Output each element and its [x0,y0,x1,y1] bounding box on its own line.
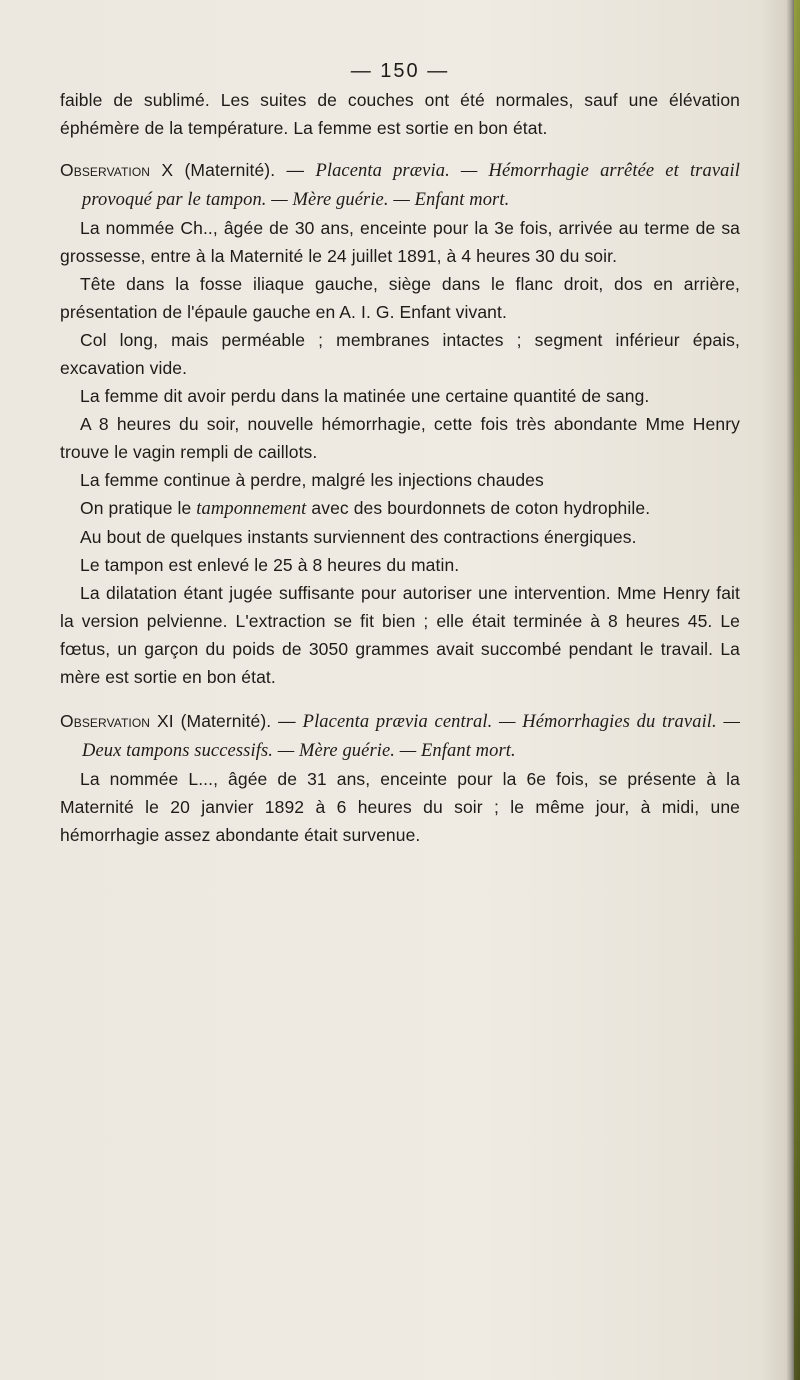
paragraph-closing: faible de sublimé. Les suites de couches ont été normales, sauf une élévation éphémère de la température. La femme est sortie en bon état. [60,90,740,138]
observation-11-heading [60,707,740,765]
observation-11-place: (Maternité). — [173,711,303,731]
tamponnement-text-a: On pratique le [80,498,197,518]
paragraph-contractions: Au bout de quelques instants surviennent des contractions énergiques. [80,527,637,547]
observation-11-title: Placenta prævia central. — Hémorrhagies du travail. — Deux tampons successifs. — Mère guérie. — Enfant mort. [82,712,740,761]
paragraph-version: La dilatation étant jugée suffisante pour autoriser une intervention. Mme Henry fait la version pelvienne. L'extraction se fit bien ; elle était terminée à 8 heures 45. Le fœtus, un garçon du poids de 3050 grammes avait succombé pendant le travail. La mère est sortie en bon état. [60,583,740,687]
paragraph-tampon-removed: Le tampon est enlevé le 25 à 8 heures du matin. [80,555,460,575]
observation-11-label: Observation XI [60,711,174,731]
page-number: — 150 — [350,60,450,82]
tamponnement-word: tamponnement [196,499,307,519]
book-cover-edge [794,0,800,1380]
observation-10-heading [60,156,740,214]
observation-10-place: (Maternité). — [173,160,316,180]
tamponnement-text-b: avec des bourdonnets de coton hydrophile. [306,498,651,518]
observation-10-label: Observation X [60,160,174,180]
paragraph-injections: La femme continue à perdre, malgré les injections chaudes [80,470,544,490]
paragraph-tamponnement [60,494,740,523]
paragraph-cervix: Col long, mais perméable ; membranes intactes ; segment inférieur épais, excavation vide. [60,330,740,378]
paragraph-presentation: Tête dans la fosse iliaque gauche, siège dans le flanc droit, dos en arrière, présentation de l'épaule gauche en A. I. G. Enfant vivant. [60,274,740,322]
page-body [60,86,740,849]
paragraph-hemorrhage: A 8 heures du soir, nouvelle hémorrhagie, cette fois très abondante Mme Henry trouve le vagin rempli de caillots. [60,414,740,462]
paragraph-patient-2-intro: La nommée L..., âgée de 31 ans, enceinte pour la 6e fois, se présente à la Maternité le 20 janvier 1892 à 6 heures du soir ; le même jour, à midi, une hémorrhagie assez abondante était survenue. [60,769,740,845]
paragraph-blood-loss: La femme dit avoir perdu dans la matinée une certaine quantité de sang. [80,386,650,406]
observation-10-title: Placenta prævia. — Hémorrhagie arrêtée et travail provoqué par le tampon. — Mère guérie. — Enfant mort. [82,161,740,210]
paragraph-patient-intro: La nommée Ch.., âgée de 30 ans, enceinte pour la 3e fois, arrivée au terme de sa grossesse, entre à la Maternité le 24 juillet 1891, à 4 heures 30 du soir. [60,218,740,266]
